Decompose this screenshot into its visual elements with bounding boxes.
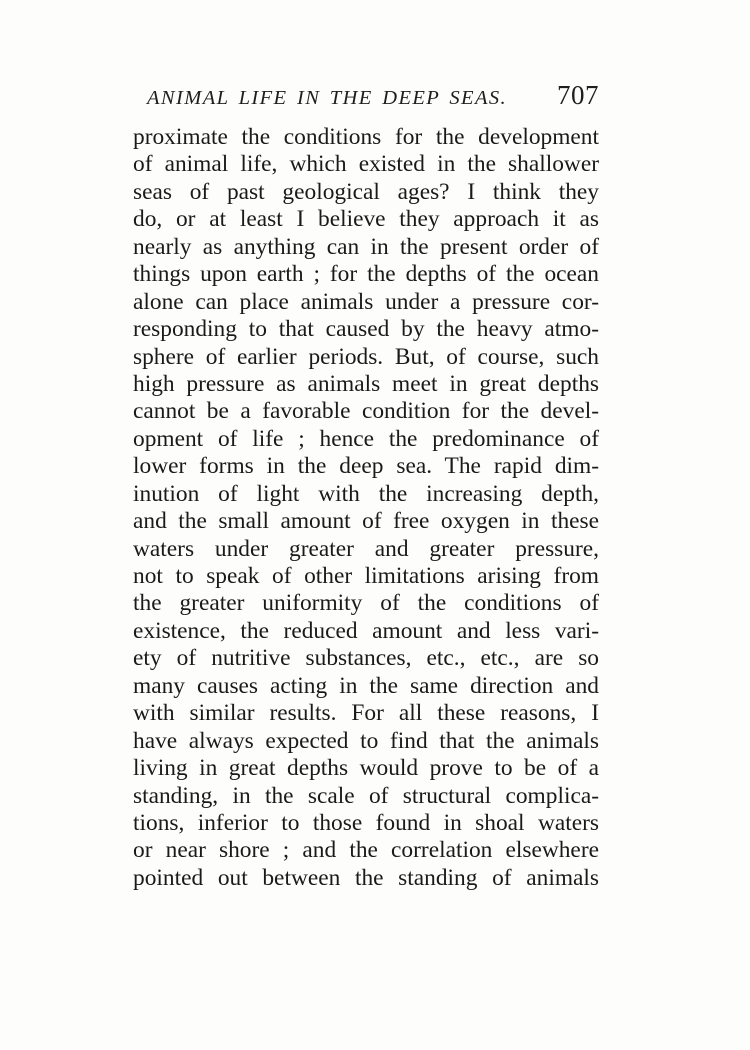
text-line: existence, the reduced amount and less vari- — [133, 617, 599, 644]
text-line: opment of life ; hence the predominance of — [133, 425, 599, 452]
text-line: and the small amount of free oxygen in these — [133, 508, 599, 535]
text-line: waters under greater and greater pressure, — [133, 535, 599, 562]
text-line: or near shore ; and the correlation elsewhere — [133, 837, 599, 864]
text-line: many causes acting in the same direction and — [133, 672, 599, 699]
page-number: 707 — [557, 80, 599, 110]
text-line: not to speak of other limitations arising from — [133, 563, 599, 589]
running-title: ANIMAL LIFE IN THE DEEP SEAS. — [147, 87, 508, 109]
text-line: pointed out between the standing of animals — [133, 864, 599, 891]
text-line: the greater uniformity of the conditions of — [133, 590, 599, 617]
text-line: seas of past geological ages? I think they — [133, 178, 599, 205]
text-line: with similar results. For all these reasons, I — [133, 700, 599, 727]
running-head — [133, 80, 599, 120]
text-line: alone can place animals under a pressure cor- — [133, 288, 599, 315]
text-line: cannot be a favorable condition for the devel- — [133, 398, 599, 425]
text-line: responding to that caused by the heavy atmo- — [133, 316, 599, 343]
text-line: living in great depths would prove to be of a — [133, 755, 599, 782]
text-line: standing, in the scale of structural complica- — [133, 782, 599, 809]
text-line: nearly as anything can in the present order of — [133, 233, 599, 260]
text-line: do, or at least I believe they approach it as — [133, 206, 599, 233]
text-line: sphere of earlier periods. But, of course, such — [133, 343, 599, 370]
text-line: things upon earth ; for the depths of the ocean — [133, 261, 599, 288]
text-line: have always expected to find that the animals — [133, 727, 599, 754]
text-line: of animal life, which existed in the shallower — [133, 151, 599, 178]
text-line: tions, inferior to those found in shoal waters — [133, 809, 599, 836]
text-line: high pressure as animals meet in great depths — [133, 370, 599, 397]
body-text — [133, 124, 599, 892]
text-line: lower forms in the deep sea. The rapid dim- — [133, 453, 599, 480]
text-line: proximate the conditions for the development — [133, 124, 599, 150]
text-line: inution of light with the increasing depth, — [133, 480, 599, 507]
text-line: ety of nutritive substances, etc., etc., are so — [133, 645, 599, 672]
